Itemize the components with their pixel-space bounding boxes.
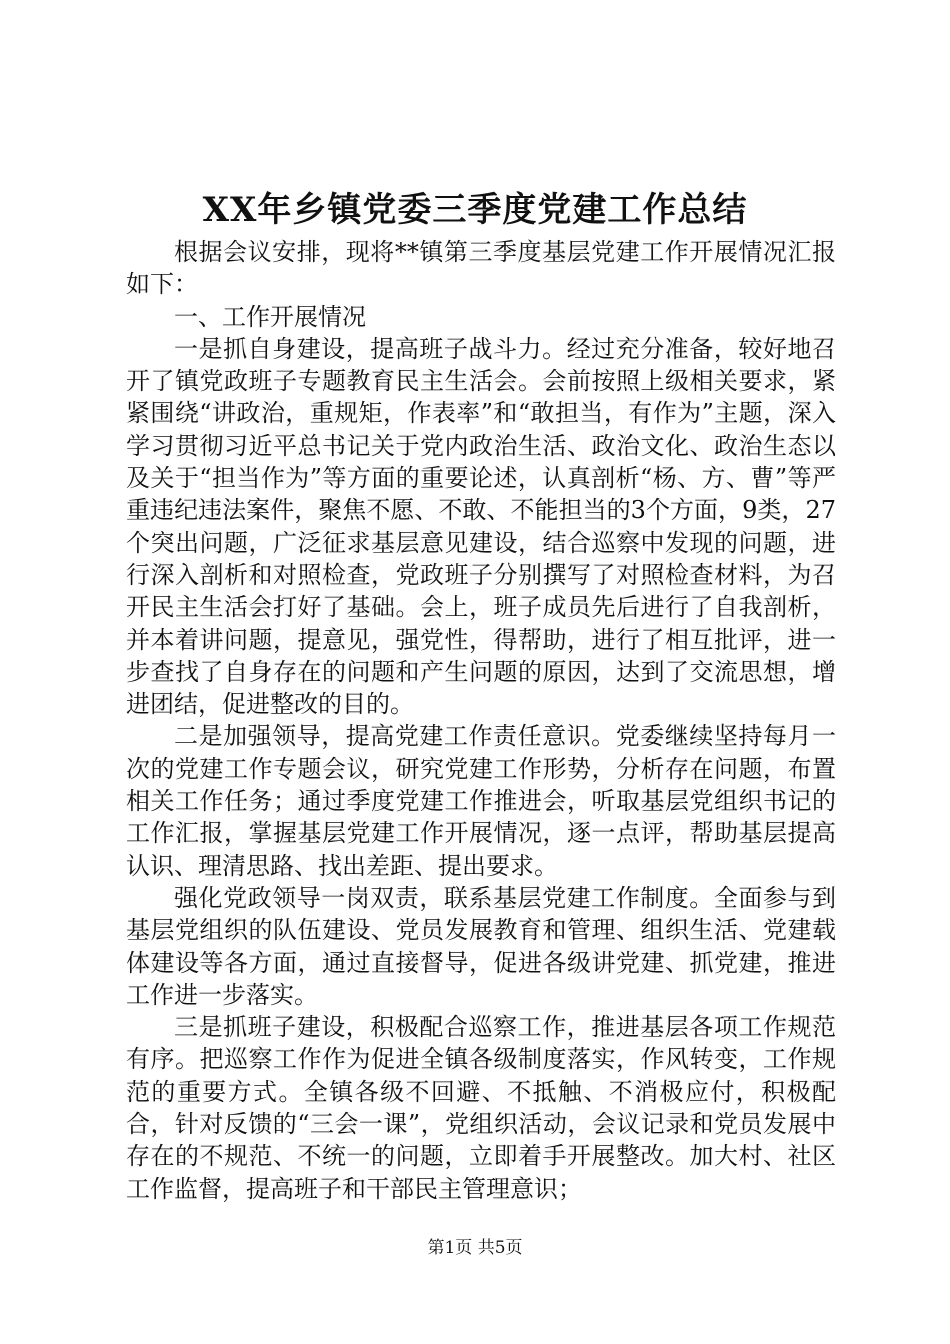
intro-paragraph: 根据会议安排，现将**镇第三季度基层党建工作开展情况汇报如下： [126, 238, 836, 299]
section-heading: 一、工作开展情况 [174, 302, 366, 331]
body-paragraph: 一是抓自身建设，提高班子战斗力。经过充分准备，较好地召开了镇党政班子专题教育民主生活会。会前按照上级相关要求，紧紧围绕“讲政治，重规矩，作表率”和“敢担当，有作为”主题，深入学习贯彻习近平总书记关于党内政治生活、政治文化、政治生态以及关于“担当作为”等方面的重要论述，认真剖析“杨、方、曹”等严重违纪违法案件，聚焦不愿、不敢、不能担当的3个方面，9类，27个突出问题，广泛征求基层意见建设，结合巡察中发现的问题，进行深入剖析和对照检查，党政班子分别撰写了对照检查材料，为召开民主生活会打好了基础。会上，班子成员先后进行了自我剖析，并本着讲问题，提意见，强党性，得帮助，进行了相互批评，进一步查找了自身存在的问题和产生问题的原因，达到了交流思想，增进团结，促进整改的目的。 [126, 334, 836, 719]
document-title: XX年乡镇党委三季度党建工作总结 [202, 190, 748, 230]
body-paragraph: 二是加强领导，提高党建工作责任意识。党委继续坚持每月一次的党建工作专题会议，研究党建工作形势，分析存在问题，布置相关工作任务；通过季度党建工作推进会，听取基层党组织书记的工作汇报，掌握基层党建工作开展情况，逐一点评，帮助基层提高认识、理清思路、找出差距、提出要求。 [126, 722, 836, 880]
document-body [126, 236, 836, 1205]
body-paragraph: 强化党政领导一岗双责，联系基层党建工作制度。全面参与到基层党组织的队伍建设、党员发展教育和管理、组织生活、党建载体建设等各方面，通过直接督导，促进各级讲党建、抓党建，推进工作进一步落实。 [126, 883, 836, 1009]
page-footer: 第1页 共5页 [427, 1238, 523, 1258]
body-paragraph: 三是抓班子建设，积极配合巡察工作，推进基层各项工作规范有序。把巡察工作作为促进全镇各级制度落实，作风转变，工作规范的重要方式。全镇各级不回避、不抵触、不消极应付，积极配合，针对反馈的“三会一课”，党组织活动，会议记录和党员发展中存在的不规范、不统一的问题，立即着手开展整改。加大村、社区工作监督，提高班子和干部民主管理意识； [126, 1013, 836, 1203]
